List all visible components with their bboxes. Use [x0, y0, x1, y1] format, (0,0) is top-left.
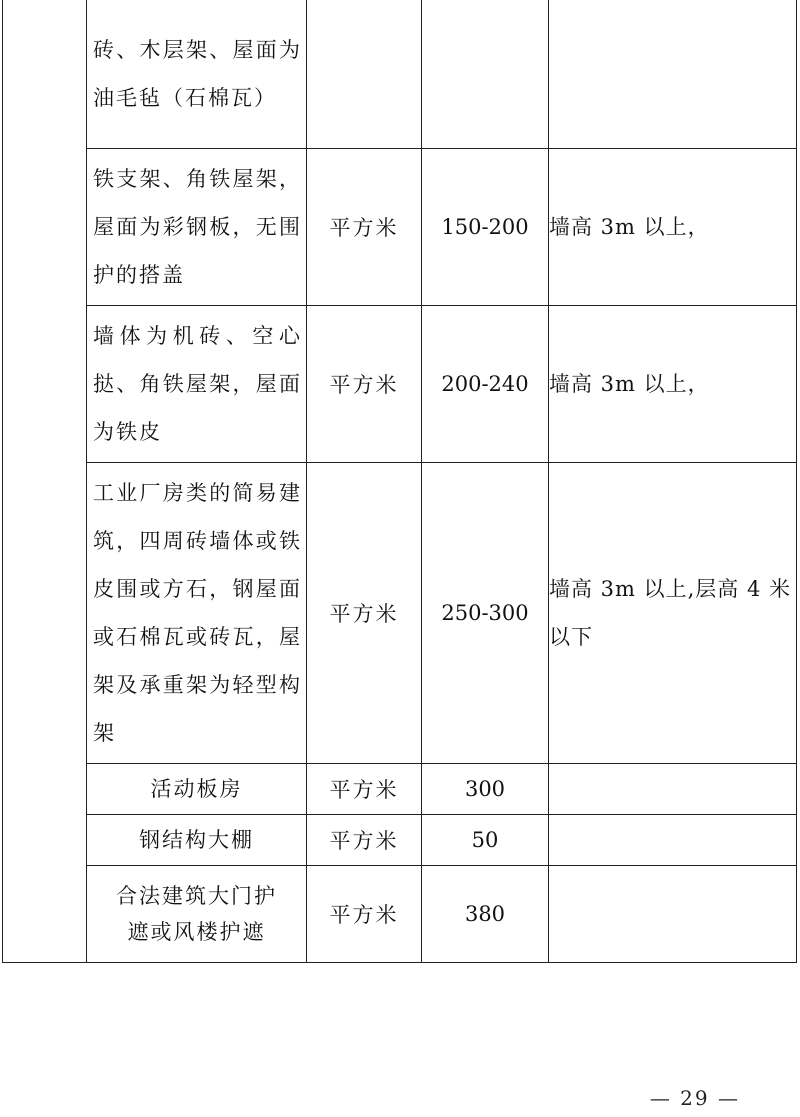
price-cell: 300: [422, 763, 549, 814]
description-text: 合法建筑大门护遮或风楼护遮: [116, 883, 277, 944]
note-cell: [549, 0, 797, 148]
unit-cell: 平方米: [307, 305, 422, 462]
page-number: — 29 —: [649, 1086, 740, 1110]
price-cell: 50: [422, 814, 549, 865]
description-text: 墙体为机砖、空心挞、角铁屋架，屋面为铁皮: [93, 323, 302, 444]
unit-cell: 平方米: [307, 462, 422, 763]
note-cell: 墙高 3m 以上，: [549, 148, 797, 305]
description-cell: [87, 763, 307, 814]
note-cell: [549, 865, 797, 962]
note-cell: [549, 814, 797, 865]
price-cell: 380: [422, 865, 549, 962]
unit-cell: [307, 0, 422, 148]
description-text: 钢结构大棚: [139, 827, 254, 852]
table-row: [3, 462, 797, 763]
unit-cell: 平方米: [307, 148, 422, 305]
price-cell: 250-300: [422, 462, 549, 763]
description-text: 工业厂房类的简易建筑，四周砖墙体或铁皮围或方石，钢屋面或石棉瓦或砖瓦，屋架及承重架为轻型构架: [93, 480, 302, 745]
description-text: 铁支架、角铁屋架，屋面为彩钢板，无围护的搭盖: [93, 166, 302, 287]
description-cell: [87, 814, 307, 865]
description-cell: [87, 148, 307, 305]
table-row: [3, 305, 797, 462]
table-row: [3, 865, 797, 962]
unit-cell: 平方米: [307, 865, 422, 962]
unit-cell: 平方米: [307, 763, 422, 814]
table-row: [3, 814, 797, 865]
description-text: 活动板房: [150, 776, 243, 801]
price-cell: 150-200: [422, 148, 549, 305]
description-text: 砖、木层架、屋面为油毛毡（石棉瓦）: [93, 37, 302, 110]
table-row: [3, 763, 797, 814]
table-row: [3, 0, 797, 148]
note-cell: 墙高 3m 以上,层高 4 米以下: [549, 462, 797, 763]
description-cell: [87, 305, 307, 462]
description-cell: [87, 462, 307, 763]
note-cell: 墙高 3m 以上，: [549, 305, 797, 462]
table-row: [3, 148, 797, 305]
description-cell: [87, 0, 307, 148]
note-cell: [549, 763, 797, 814]
compensation-price-table: [2, 0, 797, 963]
price-cell: [422, 0, 549, 148]
category-cell: [3, 0, 87, 962]
price-cell: 200-240: [422, 305, 549, 462]
description-cell: [87, 865, 307, 962]
unit-cell: 平方米: [307, 814, 422, 865]
